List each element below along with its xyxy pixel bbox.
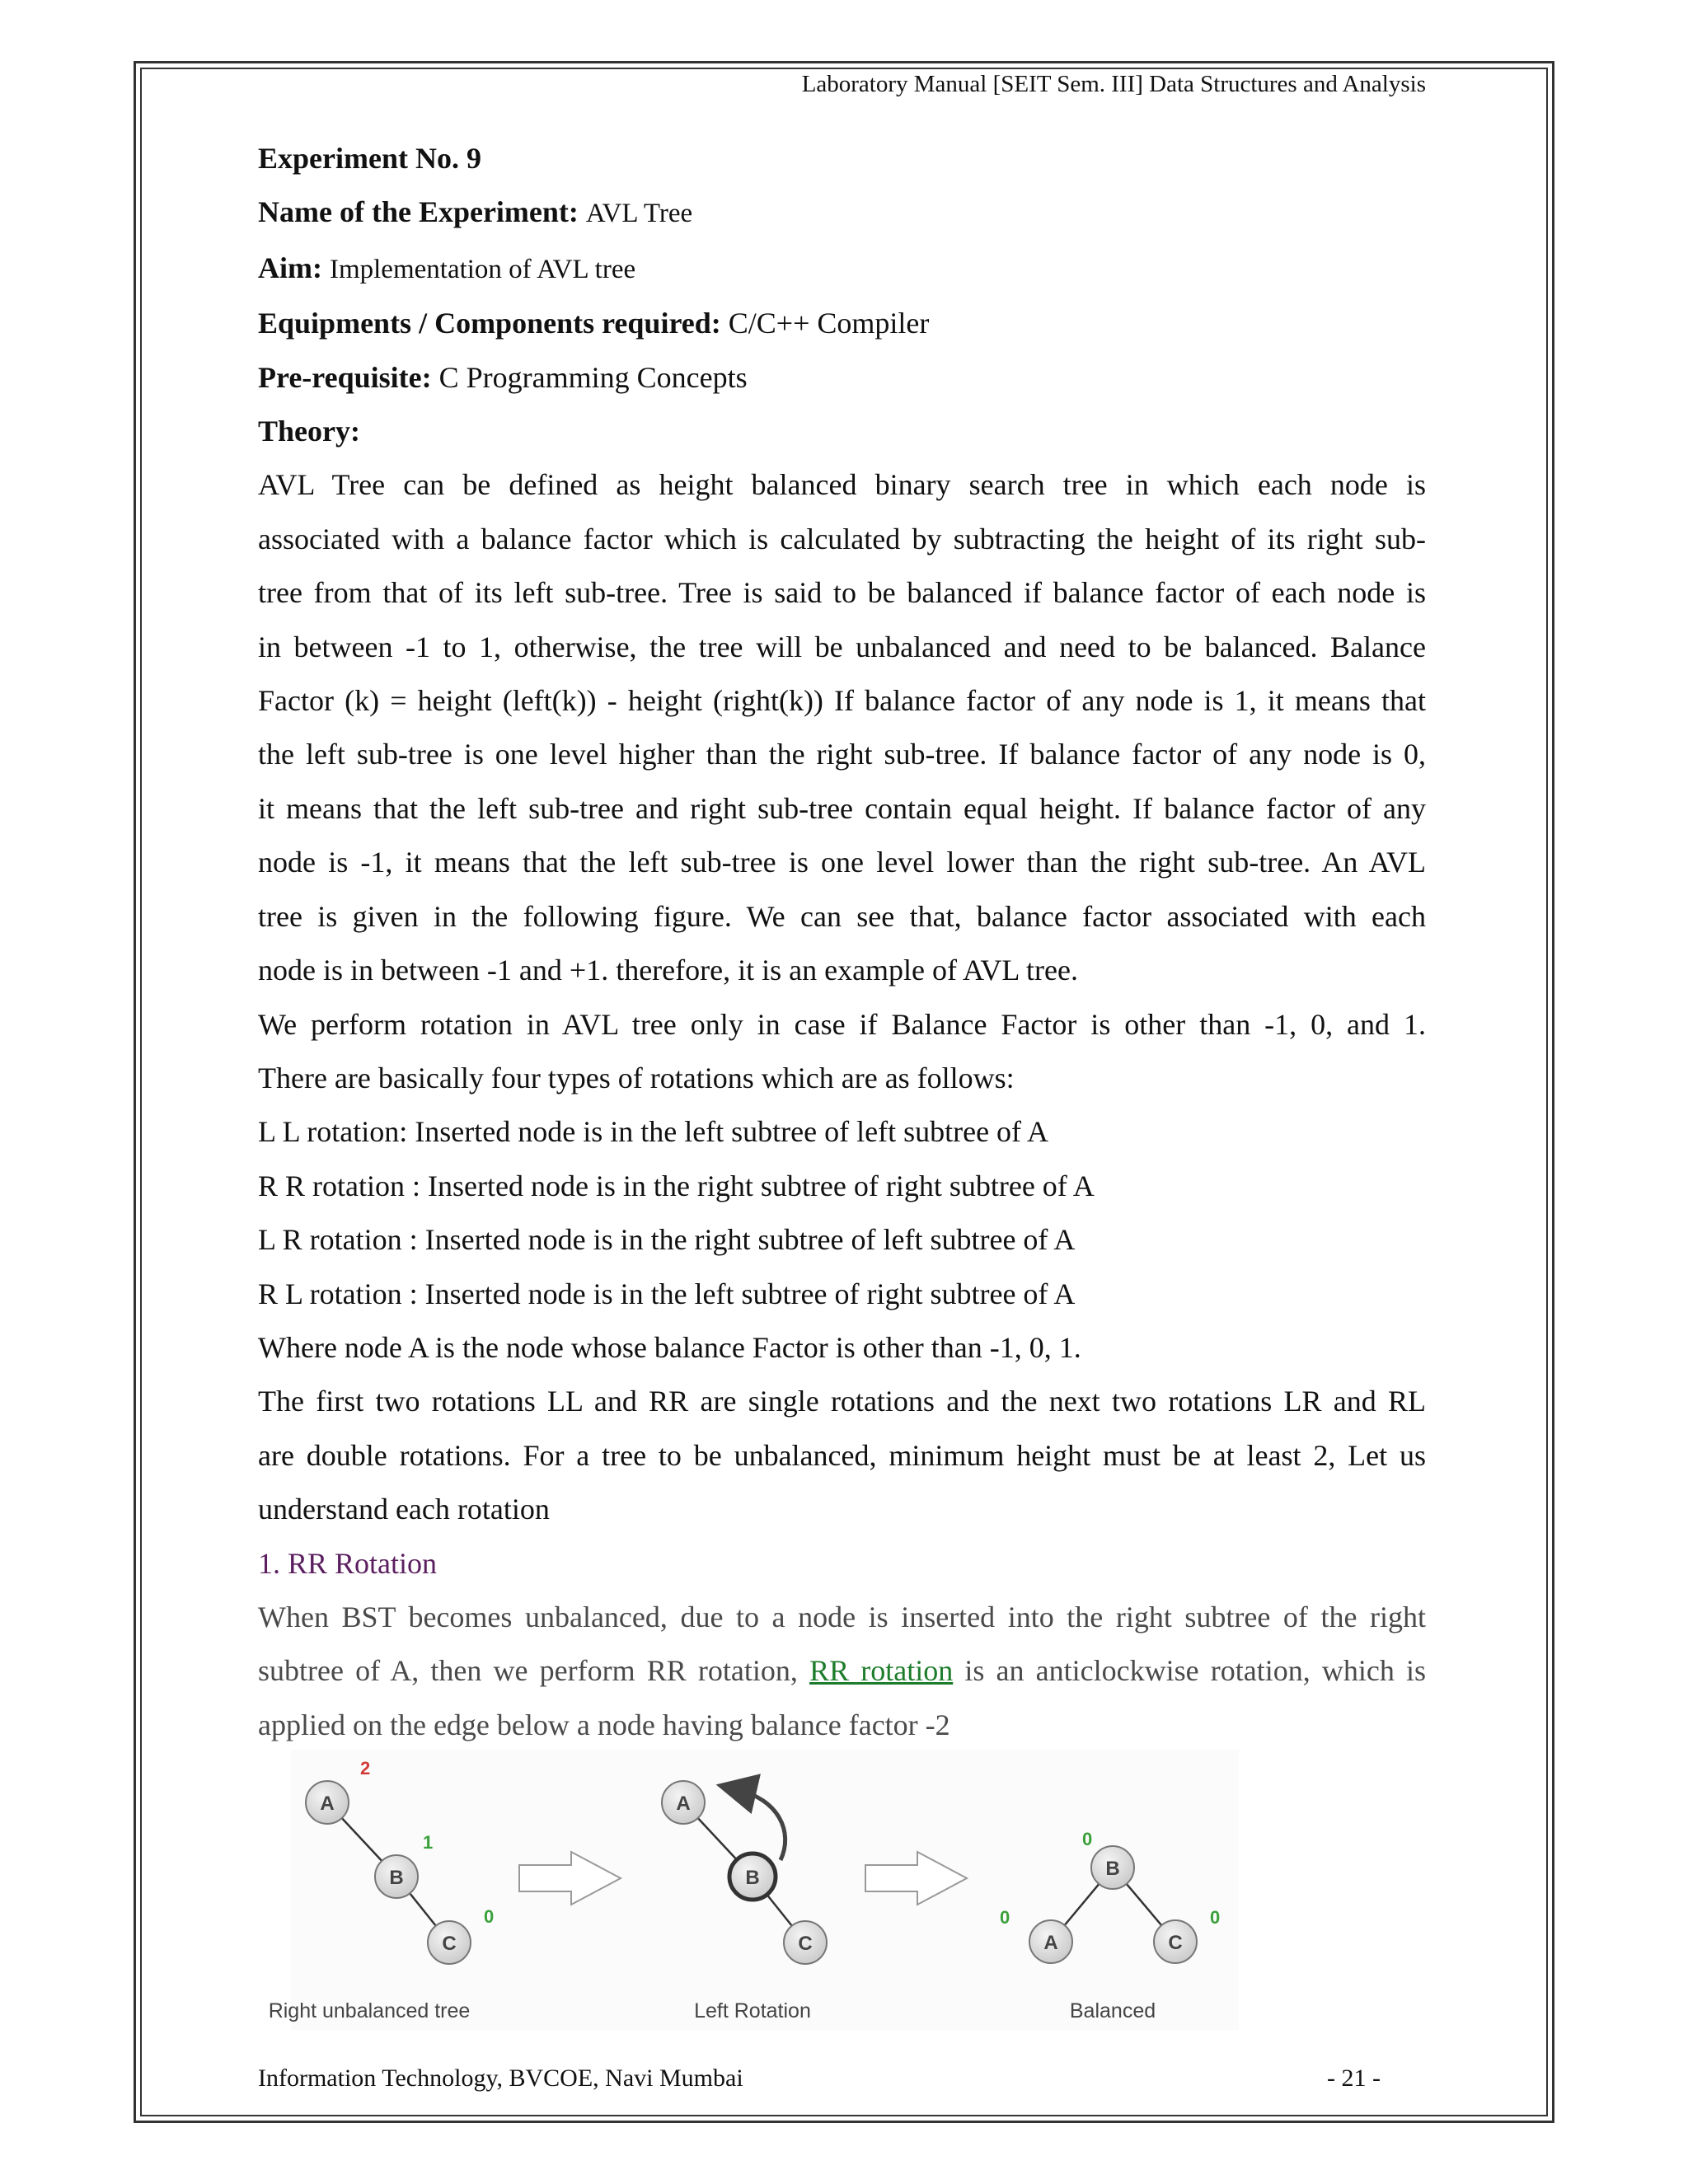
caption-left-rotation: Left Rotation: [694, 1999, 811, 2022]
tree3-node-c: [1154, 1920, 1197, 1963]
balance-factor-b: 1: [423, 1832, 434, 1853]
rr-rotation-heading: 1. RR Rotation: [258, 1546, 438, 1580]
rotation-intro: We perform rotation in AVL tree only in case if Balance Factor is other than -1, 0, and 1.: [258, 1007, 1426, 1041]
rotation-type-rr: R R rotation : Inserted node is in the right subtree of right subtree of A: [258, 1169, 1095, 1202]
balance-factor-b: 0: [1082, 1829, 1093, 1849]
theory-line-last: node is in between -1 and +1. therefore, it is an example of AVL tree.: [258, 954, 1078, 987]
theory-line: Factor (k) = height (left(k)) - height (right(k)) If balance factor of any node is 1, it means that: [258, 684, 1426, 718]
experiment-number: Experiment No. 9: [258, 142, 481, 175]
svg-text:C: C: [442, 1933, 457, 1955]
svg-text:C: C: [1168, 1932, 1183, 1954]
balance-factor-a: 0: [1000, 1907, 1010, 1928]
rr-rotation-figure: [258, 1750, 1239, 2030]
double-rotation-text: The first two rotations LL and RR are single rotations and the next two rotations LR and RL: [258, 1385, 1426, 1418]
tree2-node-b: [729, 1854, 776, 1900]
theory-line: in between -1 to 1, otherwise, the tree will be unbalanced and need to be balanced. Balance: [258, 630, 1426, 663]
page-number: - 21 -: [1327, 2064, 1381, 2092]
node-a-definition: Where node A is the node whose balance Factor is other than -1, 0, 1.: [258, 1330, 1081, 1364]
caption-right-unbalanced: Right unbalanced tree: [268, 1999, 471, 2022]
experiment-name: Name of the Experiment: AVL Tree: [258, 195, 693, 229]
svg-text:A: A: [1043, 1932, 1058, 1954]
experiment-aim: Aim: Implementation of AVL tree: [258, 251, 636, 284]
theory-heading: Theory:: [258, 415, 360, 448]
theory-line: node is -1, it means that the left sub-tree is one level lower than the right sub-tree. An AVL: [258, 846, 1426, 879]
double-rotation-text-last: understand each rotation: [258, 1493, 550, 1526]
rotation-type-ll: L L rotation: Inserted node is in the left subtree of left subtree of A: [258, 1115, 1049, 1149]
page-content: [258, 132, 1426, 1752]
svg-text:A: A: [676, 1793, 691, 1815]
svg-text:B: B: [389, 1867, 404, 1889]
tree3-node-a: [1029, 1920, 1072, 1963]
rotation-intro: There are basically four types of rotations which are as follows:: [258, 1061, 1015, 1094]
rotation-type-rl: R L rotation : Inserted node is in the left subtree of right subtree of A: [258, 1277, 1076, 1310]
tree1-node-c: [428, 1921, 471, 1964]
tree1-node-b: [375, 1855, 418, 1898]
theory-line: it means that the left sub-tree and right sub-tree contain equal height. If balance factor of any: [258, 791, 1426, 825]
caption-balanced: Balanced: [1069, 1999, 1156, 2022]
svg-text:C: C: [798, 1933, 813, 1955]
theory-line: AVL Tree can be defined as height balanced binary search tree in which each node is: [258, 468, 1426, 502]
running-header: Laboratory Manual [SEIT Sem. III] Data Structures and Analysis: [801, 71, 1426, 97]
tree2-node-c: [784, 1921, 827, 1964]
svg-text:A: A: [320, 1793, 335, 1815]
rotation-type-lr: L R rotation : Inserted node is in the right subtree of left subtree of A: [258, 1223, 1076, 1257]
rr-rotation-text-last: applied on the edge below a node having balance factor -2: [258, 1708, 950, 1741]
double-rotation-text: are double rotations. For a tree to be unbalanced, minimum height must be at least 2, Let us: [258, 1438, 1426, 1472]
balance-factor-c: 0: [484, 1906, 495, 1927]
rr-rotation-text: When BST becomes unbalanced, due to a node is inserted into the right subtree of the right: [258, 1600, 1426, 1633]
theory-line: the left sub-tree is one level higher than the right sub-tree. If balance factor of any node is 0,: [258, 738, 1426, 771]
tree1-node-a: [306, 1781, 349, 1824]
theory-line: tree from that of its left sub-tree. Tree is said to be balanced if balance factor of each node is: [258, 576, 1426, 610]
svg-text:B: B: [1105, 1858, 1120, 1880]
balance-factor-a: 2: [360, 1758, 371, 1779]
svg-text:B: B: [745, 1867, 760, 1889]
experiment-equipment: Equipments / Components required: C/C++ Compiler: [258, 307, 930, 340]
experiment-prerequisite: Pre-requisite: C Programming Concepts: [258, 360, 748, 394]
footer-institution: Information Technology, BVCOE, Navi Mumbai: [258, 2064, 743, 2092]
theory-line: associated with a balance factor which is calculated by subtracting the height of its right sub-: [258, 522, 1426, 555]
theory-line: tree is given in the following figure. We can see that, balance factor associated with each: [258, 899, 1426, 933]
balance-factor-c: 0: [1210, 1907, 1221, 1928]
tree2-node-a: [662, 1781, 705, 1824]
rr-rotation-link[interactable]: RR rotation: [809, 1654, 954, 1688]
rr-rotation-text: subtree of A, then we perform RR rotation, RR rotation is an anticlockwise rotation, which is: [258, 1654, 1427, 1688]
tree3-node-b: [1091, 1846, 1134, 1889]
